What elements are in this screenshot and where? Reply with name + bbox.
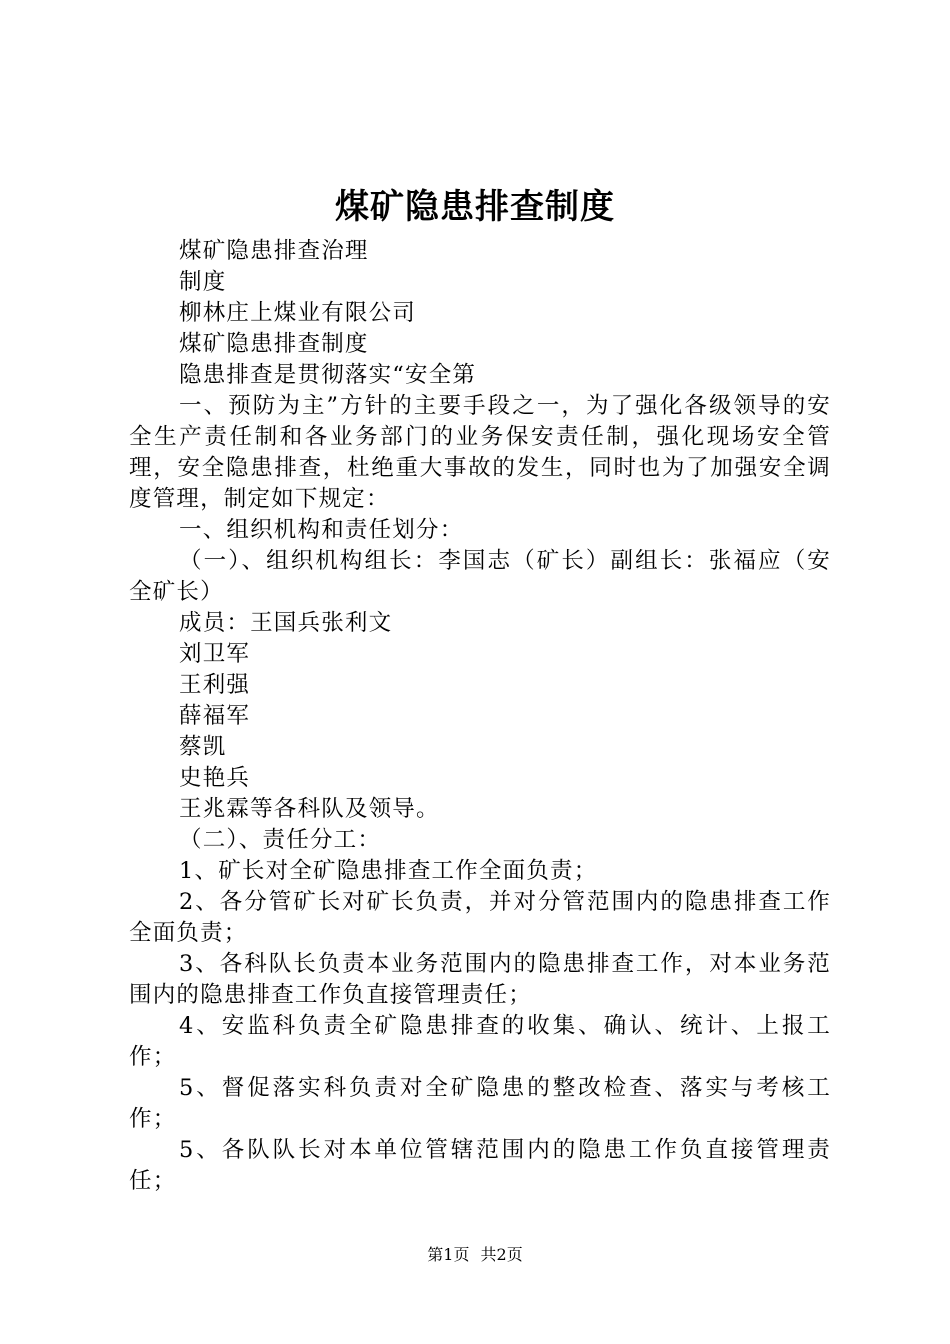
paragraph: 柳林庄上煤业有限公司 [179,300,417,326]
list-item: 5、督促落实科负责对全矿隐患的整改检查、落实与考核工作； [129,1075,831,1132]
page-footer [0,1244,950,1266]
paragraph: 薛福军 [179,703,251,729]
paragraph: 王兆霖等各科队及领导。 [179,796,440,822]
section-heading: （二）、责任分工： [179,827,382,853]
document-title: 煤矿隐患排查制度 [335,187,615,227]
paragraph: 一、预防为主”方针的主要手段之一，为了强化各级领导的安全生产责任制和各业务部门的业务保安责任制，强化现场安全管理，安全隐患排查，杜绝重大事故的发生，同时也为了加强安全调度管理，制定如下规定： [129,393,831,512]
page-total: 共2页 [480,1245,523,1264]
paragraph: 史艳兵 [179,765,251,791]
paragraph: 隐患排查是贯彻落实“安全第 [179,362,477,388]
paragraph: 刘卫军 [179,641,251,667]
paragraph: 王利强 [179,672,251,698]
list-item: 5、各队队长对本单位管辖范围内的隐患工作负直接管理责任； [129,1137,831,1194]
paragraph: 蔡凯 [179,734,227,760]
section-heading: 一、组织机构和责任划分： [179,517,464,543]
paragraph: （一）、组织机构组长：李国志（矿长）副组长：张福应（安全矿长） [129,548,831,605]
page-number: 第1页 [427,1245,470,1264]
paragraph: 成员：王国兵张利文 [179,610,393,636]
list-item: 4、安监科负责全矿隐患排查的收集、确认、统计、上报工作； [129,1013,831,1070]
paragraph: 煤矿隐患排查治理 [179,238,369,264]
list-item: 3、各科队长负责本业务范围内的隐患排查工作，对本业务范围内的隐患排查工作负直接管理责任； [129,951,831,1008]
document-body [129,236,831,1197]
list-item: 1、矿长对全矿隐患排查工作全面负责； [179,858,598,884]
list-item: 2、各分管矿长对矿长负责，并对分管范围内的隐患排查工作全面负责； [129,889,831,946]
paragraph: 制度 [179,269,227,295]
paragraph: 煤矿隐患排查制度 [179,331,369,357]
